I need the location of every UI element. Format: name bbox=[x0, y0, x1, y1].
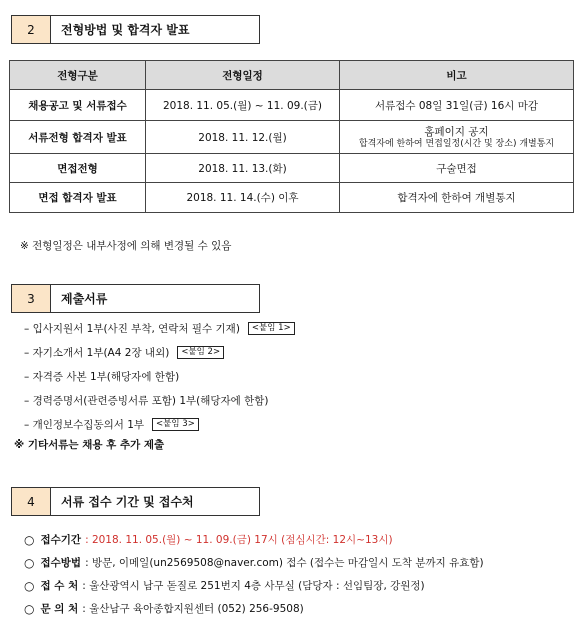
date-cell: 2018. 11. 12.(월) bbox=[146, 121, 340, 154]
circle-bullet-icon: ○ bbox=[24, 532, 35, 547]
list-item bbox=[24, 574, 484, 597]
document-text: – 자기소개서 1부(A4 2장 내외) bbox=[24, 346, 170, 359]
section-3-header bbox=[11, 284, 260, 313]
schedule-footnote: ※ 전형일정은 내부사정에 의해 변경될 수 있음 bbox=[20, 240, 232, 252]
attachment-tag: <붙임 2> bbox=[177, 346, 224, 359]
place-value: : 울산광역시 남구 돋질로 251번지 4층 사무실 (담당자 : 선임팀장, 강원정) bbox=[82, 580, 425, 592]
list-item bbox=[24, 412, 295, 436]
section-number: 2 bbox=[11, 15, 51, 44]
section-title: 제출서류 bbox=[51, 284, 260, 313]
list-item bbox=[24, 340, 295, 364]
contact-value: : 울산남구 육아종합지원센터 (052) 256-9508) bbox=[82, 603, 304, 615]
document-text: – 자격증 사본 1부(해당자에 한함) bbox=[24, 370, 180, 383]
section-number: 4 bbox=[11, 487, 51, 516]
place-label: 접 수 처 bbox=[40, 580, 79, 592]
circle-bullet-icon: ○ bbox=[24, 555, 35, 570]
attachment-tag: <붙임 3> bbox=[152, 418, 199, 431]
note-cell: 합격자에 한하여 개별통지 bbox=[340, 183, 574, 213]
contact-label: 문 의 처 bbox=[40, 603, 79, 615]
method-label: 접수방법 bbox=[40, 557, 82, 569]
date-cell: 2018. 11. 14.(수) 이후 bbox=[146, 183, 340, 213]
note-main: 홈페이지 공지 bbox=[424, 126, 489, 138]
table-row bbox=[10, 121, 574, 154]
section-number: 3 bbox=[11, 284, 51, 313]
section-title: 서류 접수 기간 및 접수처 bbox=[51, 487, 260, 516]
note-cell bbox=[340, 121, 574, 154]
documents-list bbox=[24, 316, 295, 436]
category-cell: 채용공고 및 서류접수 bbox=[10, 90, 146, 121]
method-value: : 방문, 이메일(un2569508@naver.com) 접수 (접수는 마감일시 도착 분까지 유효함) bbox=[85, 557, 484, 569]
section-title: 전형방법 및 합격자 발표 bbox=[51, 15, 260, 44]
column-header: 전형구분 bbox=[10, 61, 146, 90]
column-header: 비고 bbox=[340, 61, 574, 90]
schedule-table bbox=[9, 60, 574, 213]
period-value: : 2018. 11. 05.(월) ~ 11. 09.(금) 17시 (점심시간: 12시~13시) bbox=[85, 534, 393, 546]
circle-bullet-icon: ○ bbox=[24, 601, 35, 616]
date-cell: 2018. 11. 13.(화) bbox=[146, 154, 340, 183]
note-detail: 합격자에 한하여 면접일정(시간 및 장소) 개별통지 bbox=[358, 139, 555, 149]
table-row bbox=[10, 90, 574, 121]
document-text: – 개인정보수집동의서 1부 bbox=[24, 418, 145, 431]
list-item bbox=[24, 388, 295, 412]
list-item bbox=[24, 364, 295, 388]
date-cell: 2018. 11. 05.(월) ~ 11. 09.(금) bbox=[146, 90, 340, 121]
section-2-header bbox=[11, 15, 260, 44]
table-header-row bbox=[10, 61, 574, 90]
attachment-tag: <붙임 1> bbox=[248, 322, 295, 335]
category-cell: 면접전형 bbox=[10, 154, 146, 183]
document-text: – 입사지원서 1부(사진 부착, 연락처 필수 기재) bbox=[24, 322, 240, 335]
list-item bbox=[24, 316, 295, 340]
note-cell: 서류접수 08일 31일(금) 16시 마감 bbox=[340, 90, 574, 121]
list-item bbox=[24, 528, 484, 551]
note-cell: 구술면접 bbox=[340, 154, 574, 183]
table-row bbox=[10, 183, 574, 213]
category-cell: 면접 합격자 발표 bbox=[10, 183, 146, 213]
application-info bbox=[24, 528, 484, 620]
documents-footnote: ※ 기타서류는 채용 후 추가 제출 bbox=[14, 439, 165, 451]
circle-bullet-icon: ○ bbox=[24, 578, 35, 593]
period-label: 접수기간 bbox=[40, 534, 82, 546]
column-header: 전형일정 bbox=[146, 61, 340, 90]
document-text: – 경력증명서(관련증빙서류 포함) 1부(해당자에 한함) bbox=[24, 394, 269, 407]
list-item bbox=[24, 551, 484, 574]
table-row bbox=[10, 154, 574, 183]
list-item bbox=[24, 597, 484, 620]
category-cell: 서류전형 합격자 발표 bbox=[10, 121, 146, 154]
section-4-header bbox=[11, 487, 260, 516]
